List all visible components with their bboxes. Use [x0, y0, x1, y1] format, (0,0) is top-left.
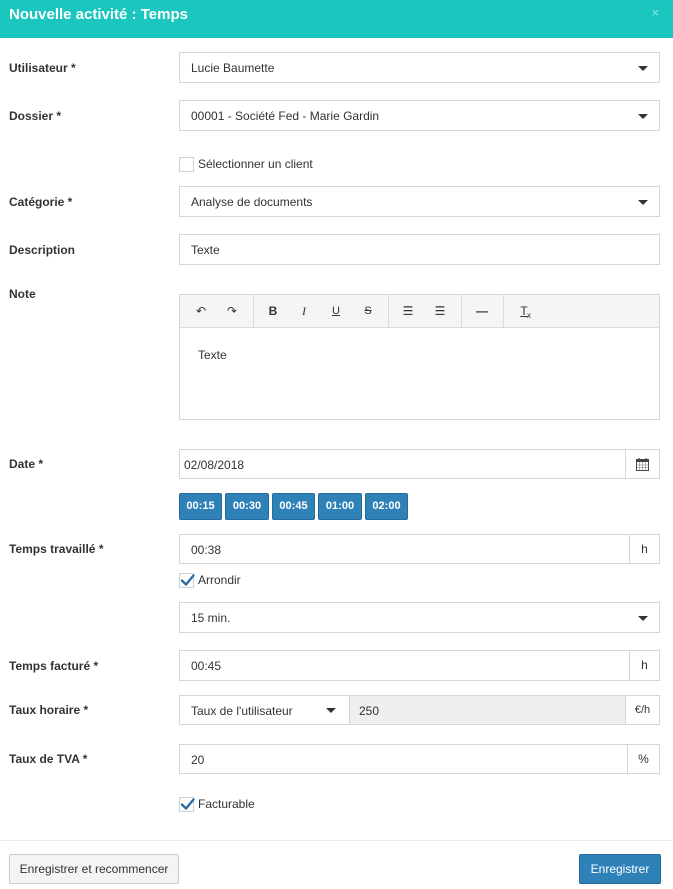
underline-icon[interactable]: U — [332, 305, 340, 317]
vat-rate-input-value: 20 — [191, 753, 205, 767]
close-icon[interactable]: × — [651, 5, 659, 20]
round-interval-select[interactable] — [179, 602, 660, 633]
quick-time-button[interactable]: 00:45 — [272, 493, 315, 520]
user-select[interactable] — [179, 52, 660, 83]
select-client-label: Sélectionner un client — [198, 157, 313, 171]
editor-toolbar — [180, 295, 659, 328]
date-label: Date * — [9, 457, 44, 471]
clear-format-icon[interactable]: T — [520, 304, 528, 318]
hourly-rate-unit: €/h — [625, 695, 660, 725]
round-interval-value: 15 min. — [191, 611, 231, 625]
dossier-label: Dossier * — [9, 109, 62, 123]
note-label: Note — [9, 287, 36, 301]
bullet-list-icon[interactable]: ☰ — [402, 304, 414, 318]
date-input-value: 02/08/2018 — [184, 458, 245, 472]
chevron-down-icon — [326, 708, 336, 713]
hourly-rate-value: 250 — [359, 704, 380, 718]
hourly-rate-source-select[interactable] — [179, 695, 350, 725]
redo-icon[interactable]: ↷ — [226, 304, 238, 318]
quick-time-button[interactable]: 00:30 — [225, 493, 269, 520]
calendar-icon — [636, 458, 649, 471]
modal-title: Nouvelle activité : Temps — [9, 6, 188, 23]
quick-time-button[interactable]: 02:00 — [365, 493, 408, 520]
toolbar-divider — [388, 295, 389, 327]
checkmark-icon — [180, 797, 195, 812]
note-editor[interactable] — [179, 294, 660, 420]
chevron-down-icon — [638, 114, 648, 119]
footer-divider — [0, 840, 673, 841]
modal-header — [0, 0, 673, 38]
category-label: Catégorie * — [9, 195, 73, 209]
round-label: Arrondir — [198, 573, 241, 587]
round-checkbox[interactable] — [179, 573, 194, 588]
description-input-value: Texte — [191, 243, 220, 257]
strikethrough-icon[interactable]: S — [364, 305, 372, 317]
user-select-value: Lucie Baumette — [191, 61, 275, 75]
chevron-down-icon — [638, 66, 648, 71]
bold-icon[interactable]: B — [268, 304, 278, 318]
description-input[interactable] — [179, 234, 660, 265]
toolbar-divider — [461, 295, 462, 327]
numbered-list-icon[interactable]: ☰ — [434, 304, 446, 318]
time-worked-input-value: 00:38 — [191, 543, 222, 557]
italic-icon[interactable]: I — [302, 304, 306, 318]
calendar-button[interactable] — [625, 449, 660, 479]
note-editor-content: Texte — [198, 348, 227, 362]
time-billed-input-value: 00:45 — [191, 659, 222, 673]
vat-rate-unit: % — [627, 744, 660, 774]
horizontal-rule-icon[interactable]: — — [476, 304, 488, 318]
user-label: Utilisateur * — [9, 61, 76, 75]
chevron-down-icon — [638, 200, 648, 205]
billable-checkbox[interactable] — [179, 797, 194, 812]
save-button[interactable]: Enregistrer — [579, 854, 661, 884]
category-select[interactable] — [179, 186, 660, 217]
time-billed-unit: h — [629, 650, 660, 681]
toolbar-divider — [253, 295, 254, 327]
dossier-select-value: 00001 - Société Fed - Marie Gardin — [191, 109, 380, 123]
category-select-value: Analyse de documents — [191, 195, 313, 209]
time-worked-label: Temps travaillé * — [9, 542, 104, 556]
quick-time-button[interactable]: 01:00 — [318, 493, 362, 520]
undo-icon[interactable]: ↶ — [195, 304, 207, 318]
checkmark-icon — [180, 573, 195, 588]
hourly-rate-input — [349, 695, 626, 725]
hourly-rate-source-value: Taux de l'utilisateur — [191, 704, 293, 718]
hourly-rate-label: Taux horaire * — [9, 703, 89, 717]
dossier-select[interactable] — [179, 100, 660, 131]
time-worked-unit: h — [629, 534, 660, 564]
vat-rate-input[interactable] — [179, 744, 628, 774]
date-input[interactable] — [179, 449, 626, 479]
toolbar-divider — [503, 295, 504, 327]
select-client-checkbox[interactable] — [179, 157, 194, 172]
chevron-down-icon — [638, 616, 648, 621]
description-label: Description — [9, 243, 76, 257]
save-and-restart-button[interactable]: Enregistrer et recommencer — [9, 854, 179, 884]
time-billed-label: Temps facturé * — [9, 659, 99, 673]
quick-time-button[interactable]: 00:15 — [179, 493, 222, 520]
clear-format-x-glyph: x — [527, 311, 531, 320]
time-worked-input[interactable] — [179, 534, 630, 564]
billable-label: Facturable — [198, 797, 255, 811]
time-billed-input[interactable] — [179, 650, 630, 681]
vat-rate-label: Taux de TVA * — [9, 752, 88, 766]
